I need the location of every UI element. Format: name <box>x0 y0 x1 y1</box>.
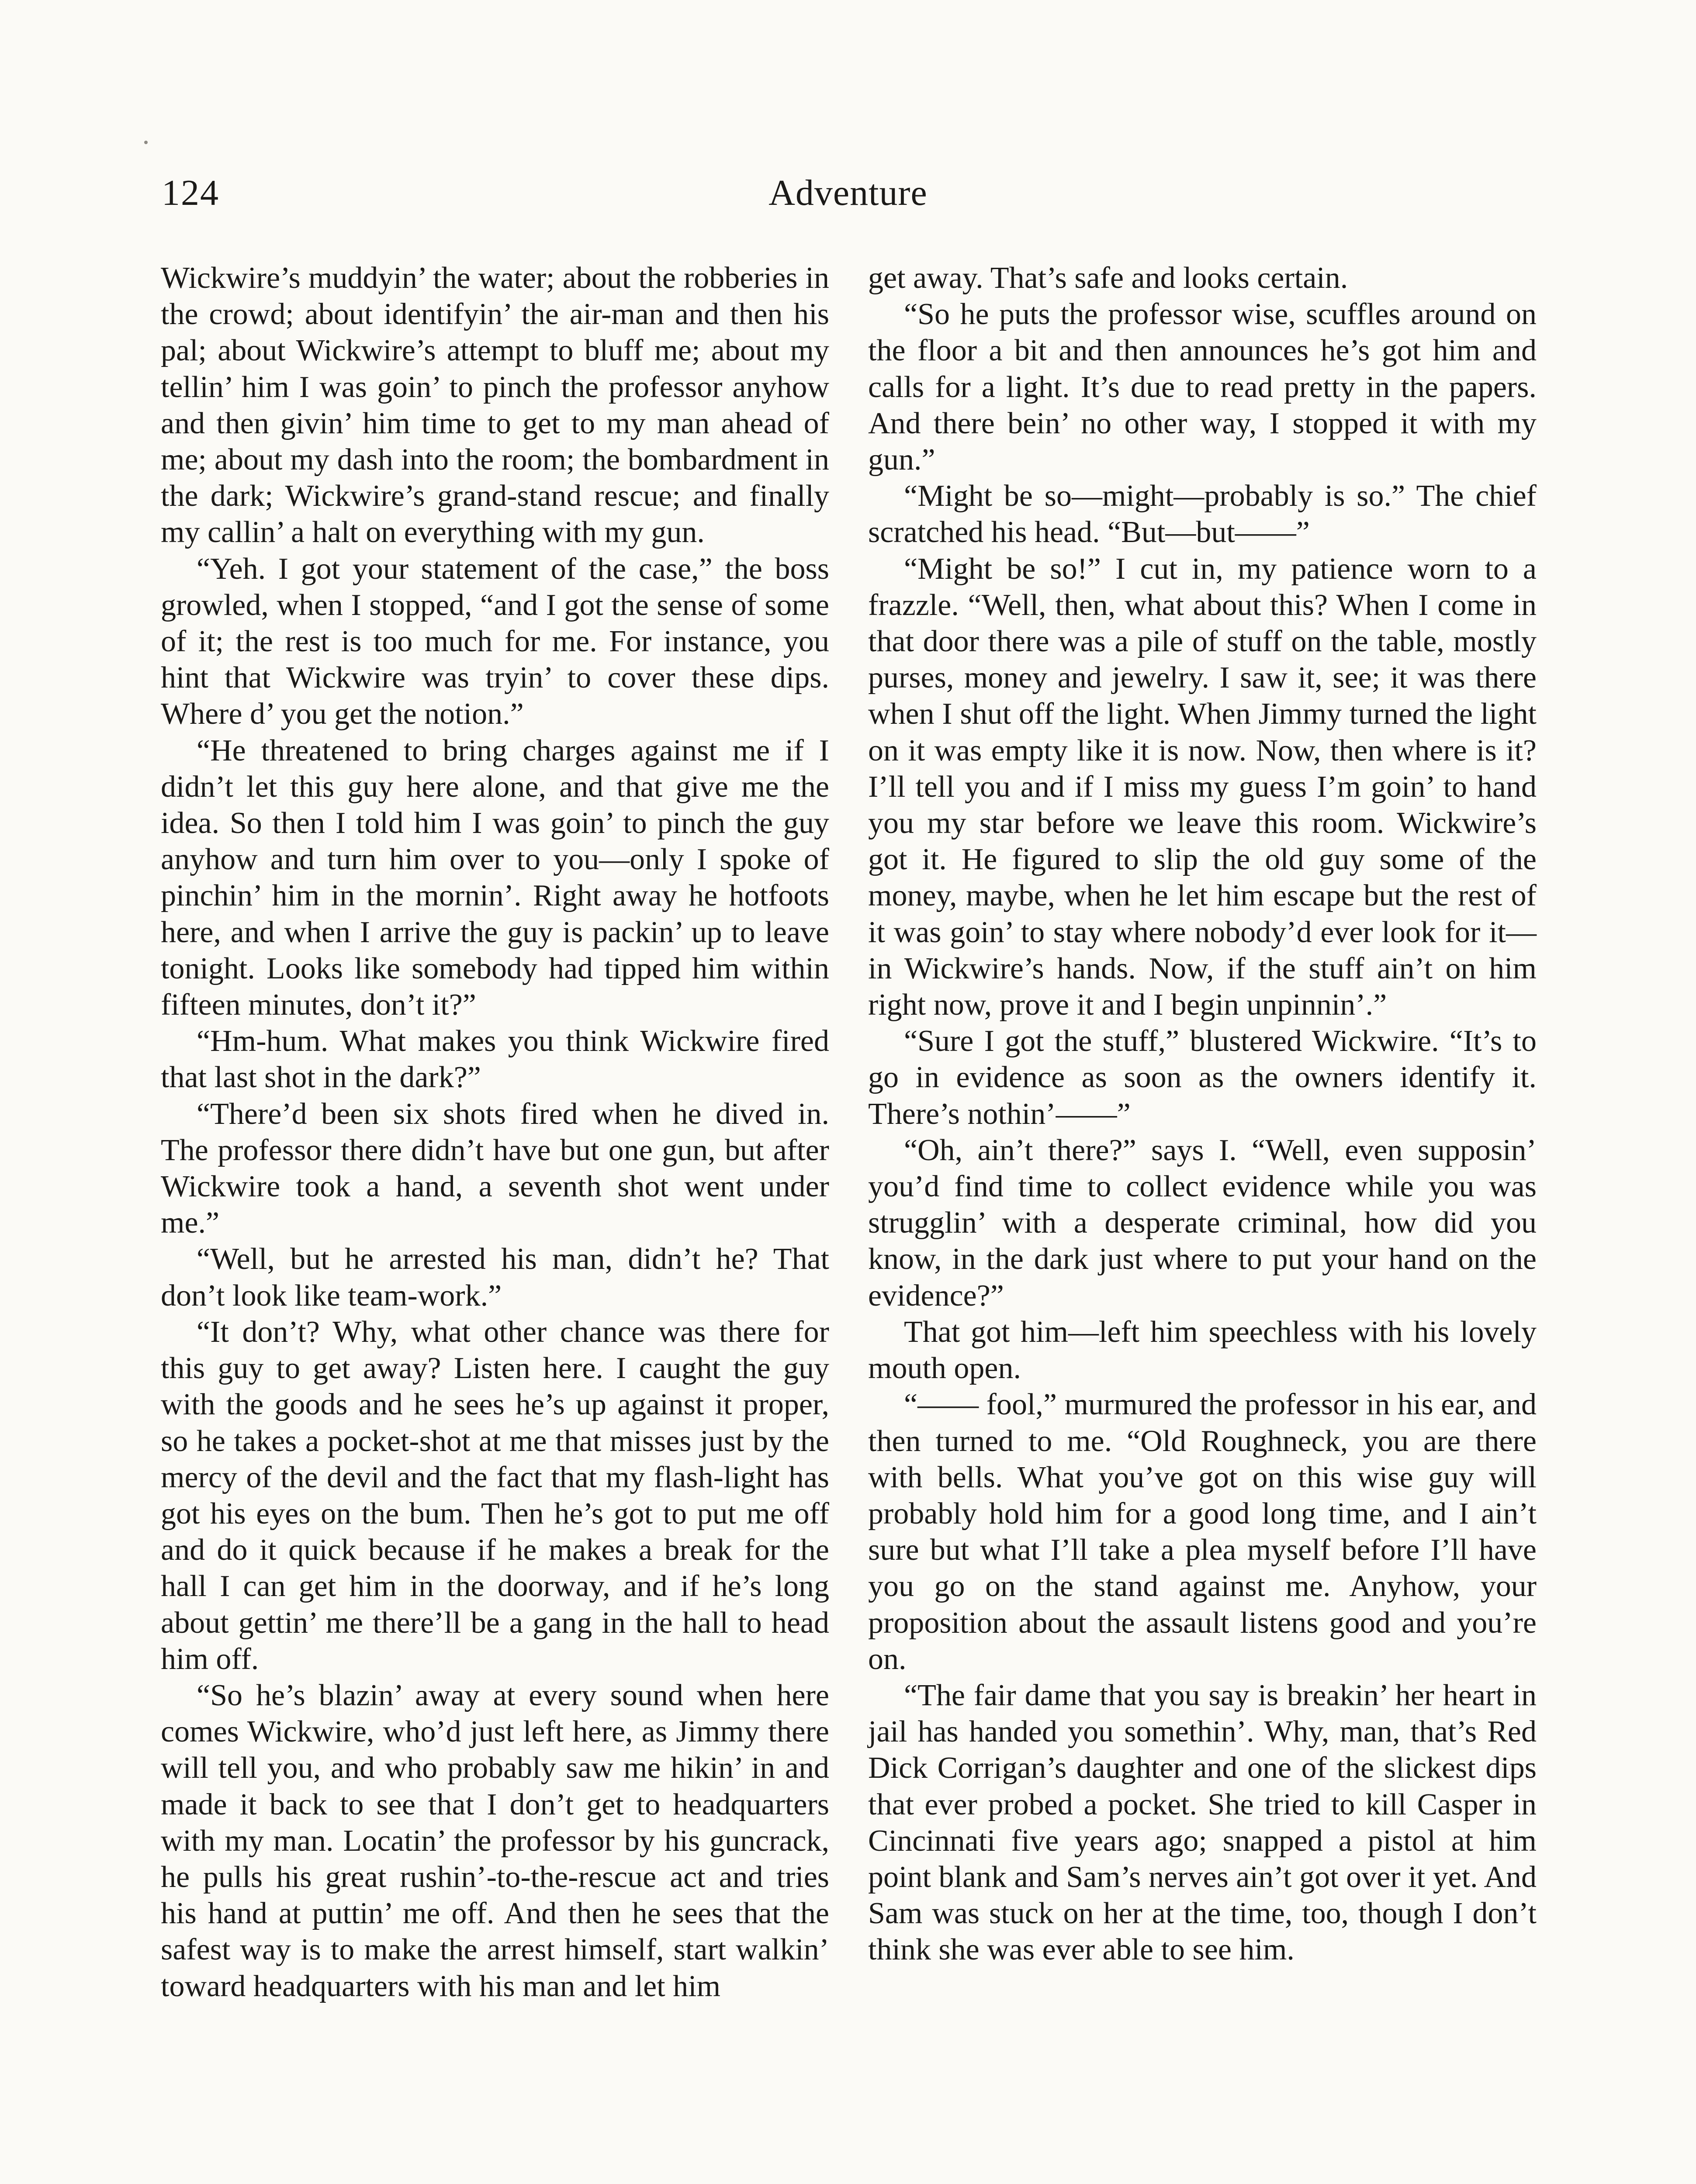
paragraph: “The fair dame that you say is breakin’ her heart in jail has handed you somethin’. Why, man, that’s Red Dick Corrigan’s daughter and one of the slickest dips that ever probed a pocket. She tried to kill Casper in Cincinnati five years ago; snapped a pistol at him point blank and Sam’s nerves ain’t got over it yet. And Sam was stuck on her at the time, too, though I don’t think she was ever able to see him. <box>868 1678 1537 1967</box>
paragraph: “Yeh. I got your statement of the case,” the boss growled, when I stopped, “and I got the sense of some of it; the rest is too much for me. For instance, you hint that Wickwire was tryin’ to cover these dips. Where d’ you get the notion.” <box>161 552 829 731</box>
paragraph: “—— fool,” murmured the professor in his ear, and then turned to me. “Old Roughneck, you are there with bells. What you’ve got on this wise guy will probably hold him for a good long time, and I ain’t sure but what I’ll take a plea myself before I’ll have you go on the stand against me. Anyhow, your proposition about the assault listens good and you’re on. <box>868 1388 1537 1676</box>
running-head: Adventure <box>768 173 928 213</box>
paragraph: That got him—left him speechless with his lovely mouth open. <box>868 1315 1537 1386</box>
paragraph: get away. That’s safe and looks certain. <box>868 261 1348 295</box>
paragraph: “There’d been six shots fired when he dived in. The professor there didn’t have but one gun, but after Wickwire took a hand, a seventh shot went under me.” <box>161 1097 829 1240</box>
paragraph: “It don’t? Why, what other chance was there for this guy to get away? Listen here. I caught the guy with the goods and he sees he’s up against it proper, so he takes a pocket-shot at me that misses just by the mercy of the devil and the fact that my flash-light has got his eyes on the bum. Then he’s got to put me off and do it quick because if he makes a break for the hall I can get him in the doorway, and if he’s long about gettin’ me there’ll be a gang in the hall to head him off. <box>161 1315 829 1676</box>
paragraph: “Well, but he arrested his man, didn’t he? That don’t look like team-work.” <box>161 1242 829 1313</box>
paragraph: “Sure I got the stuff,” blustered Wickwire. “It’s to go in evidence as soon as the owners identify it. There’s nothin’——” <box>868 1024 1537 1131</box>
page-number: 124 <box>162 173 219 213</box>
paragraph: “Might be so!” I cut in, my patience worn to a frazzle. “Well, then, what about this? When I come in that door there was a pile of stuff on the table, mostly purses, money and jewelry. I saw it, see; it was there when I shut off the light. When Jimmy turned the light on it was empty like it is now. Now, then where is it? I’ll tell you and if I miss my guess I’m goin’ to hand you my star before we leave this room. Wickwire’s got it. He figured to slip the old guy some of the money, maybe, when he let him escape but the rest of it was goin’ to stay where nobody’d ever look for it—in Wickwire’s hands. Now, if the stuff ain’t on him right now, prove it and I begin unpinnin’.” <box>868 552 1537 1022</box>
paragraph: “So he puts the professor wise, scuffles around on the floor a bit and then announces he’s got him and calls for a light. It’s due to read pretty in the papers. And there bein’ no other way, I stopped it with my gun.” <box>868 297 1537 477</box>
paragraph: “He threatened to bring charges against me if I didn’t let this guy here alone, and that give me the idea. So then I told him I was goin’ to pinch the guy anyhow and turn him over to you—only I spoke of pinchin’ him in the mornin’. Right away he hotfoots here, and when I arrive the guy is packin’ up to leave tonight. Looks like somebody had tipped him within fifteen minutes, don’t it?” <box>161 733 829 1022</box>
paragraph: Wickwire’s muddyin’ the water; about the robberies in the crowd; about identifyin’ the air-man and then his pal; about Wickwire’s attempt to bluff me; about my tellin’ him I was goin’ to pinch the professor anyhow and then givin’ him time to get to my man ahead of me; about my dash into the room; the bombardment in the dark; Wickwire’s grand-stand rescue; and finally my callin’ a halt on everything with my gun. <box>161 261 829 549</box>
print-speck <box>144 141 148 144</box>
paragraph: “Hm-hum. What makes you think Wickwire fired that last shot in the dark?” <box>161 1024 829 1095</box>
paragraph: “Might be so—might—probably is so.” The chief scratched his head. “But—but——” <box>868 479 1537 549</box>
paragraph: “So he’s blazin’ away at every sound when here comes Wickwire, who’d just left here, as Jimmy there will tell you, and who probably saw me hikin’ in and made it back to see that I don’t get to headquarters with my man. Locatin’ the professor by his guncrack, he pulls his great rushin’-to-the-rescue act and tries his hand at puttin’ me off. And then he sees that the safest way is to make the arrest himself, start walkin’ toward headquarters with his man and let him <box>161 1678 829 2003</box>
right-column <box>868 260 1537 1968</box>
left-column <box>161 260 829 2004</box>
paragraph: “Oh, ain’t there?” says I. “Well, even supposin’ you’d find time to collect evidence while you was strugglin’ with a desperate criminal, how did you know, in the dark just where to put your hand on the evidence?” <box>868 1133 1537 1313</box>
